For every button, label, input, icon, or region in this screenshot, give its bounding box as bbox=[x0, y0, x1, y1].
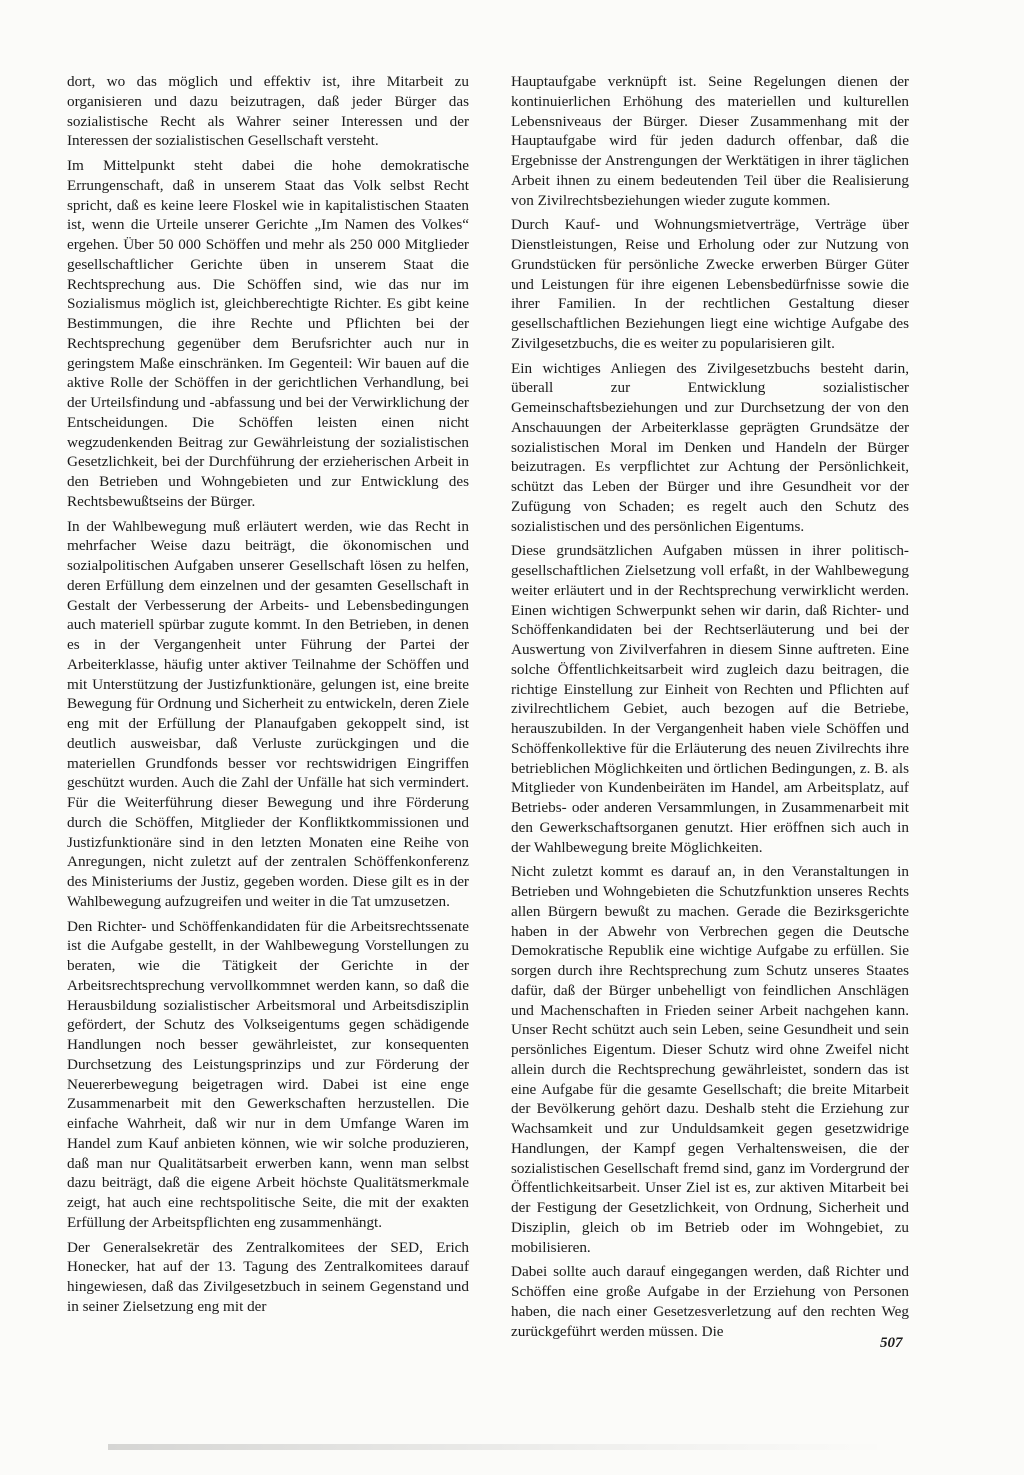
right-text-column bbox=[511, 72, 909, 1346]
paragraph: Der Generalsekretär des Zentralkomitees der SED, Erich Honecker, hat auf der 13. Tagung des Zentralkomitees darauf hingewiesen, daß das Zivilgesetzbuch in seinem Gegenstand und in seiner Zielsetzung eng mit der bbox=[67, 1238, 469, 1315]
left-text-column bbox=[67, 72, 469, 1322]
paragraph: In der Wahlbewegung muß erläutert werden, wie das Recht in mehrfacher Weise dazu beiträgt, die ökonomischen und sozialpolitischen Aufgaben unserer Gesellschaft lösen zu helfen, deren Erfüllung dem einzelnen und der gesamten Gesellschaft in Gestalt der Verbesserung der Arbeits- und Lebensbedingungen auch materiell spürbar zugute kommt. In den Betrieben, in denen es in der Vergangenheit unter Führung der Partei der Arbeiterklasse, häufig unter aktiver Teilnahme der Schöffen und mit Unterstützung der Justizfunktionäre, gelungen ist, eine breite Bewegung für Ordnung und Sicherheit zu entwickeln, deren Ziele eng mit der Erfüllung der Planaufgaben gekoppelt sind, ist deutlich ausweisbar, daß Verluste zurückgingen und die materiellen Grundfonds besser vor rechtswidrigen Eingriffen geschützt wurden. Auch die Zahl der Unfälle hat sich vermindert. Für die Weiterführung dieser Bewegung und ihre Förderung durch die Schöffen, Mitglieder der Konfliktkommissionen und Justizfunktionäre sind in den letzten Monaten eine Reihe von Anregungen, nicht zuletzt auf der zentralen Schöffenkonferenz des Ministeriums der Justiz, gegeben worden. Diese gilt es in der Wahlbewegung aufzugreifen und weiter in die Tat umzusetzen. bbox=[67, 517, 469, 910]
paragraph: Dabei sollte auch darauf eingegangen werden, daß Richter und Schöffen eine große Aufgabe in der Erziehung von Personen haben, die nach einer Gesetzesverletzung auf den rechten Weg zurückgeführt werden müssen. Die bbox=[511, 1263, 909, 1340]
paragraph: Im Mittelpunkt steht dabei die hohe demokratische Errungenschaft, daß in unserem Staat das Volk selbst Recht spricht, daß es keine leere Floskel wie in kapitalistischen Staaten ist, wenn die Urteile unserer Gerichte „Im Namen des Volkes“ ergehen. Über 50 000 Schöffen und mehr als 250 000 Mitglieder gesellschaftlicher Gerichte üben in unserem Staat die Rechtsprechung aus. Die Schöffen sind, wie das nur im Sozialismus möglich ist, gleichberechtigte Richter. Es gibt keine Bestimmungen, die ihre Rechte und Pflichten bei der Rechtsprechung gegenüber dem Berufsrichter auch nur in geringstem Maße einschränken. Im Gegenteil: Wir bauen auf die aktive Rolle der Schöffen in der gerichtlichen Verhandlung, bei der Urteilsfindung und -abfassung und bei der Verwirklichung der Entscheidungen. Die Schöffen leisten einen nicht wegzudenkenden Beitrag zur Gewährleistung der sozialistischen Gesetzlichkeit, bei der Durchführung der erzieherischen Arbeit in den Betrieben und Wohngebieten und zur Entwicklung des Rechtsbewußtseins der Bürger. bbox=[67, 157, 469, 510]
scan-edge-shadow bbox=[108, 1444, 888, 1450]
paragraph: Nicht zuletzt kommt es darauf an, in den Veranstaltungen in Betrieben und Wohngebieten die Schutzfunktion unseres Rechts allen Bürgern bewußt zu machen. Gerade die Bezirksgerichte haben in der Abwehr von Verbrechen gegen die Deutsche Demokratische Republik eine wichtige Aufgabe zu erfüllen. Sie sorgen durch ihre Rechtsprechung zum Schutz unseres Staates dafür, daß der Bürger unbehelligt von feindlichen Anschlägen und Machenschaften in Frieden seiner Arbeit nachgehen kann. Unser Recht schützt auch sein Leben, seine Gesundheit und sein persönliches Eigentum. Dieser Schutz wird ohne Zweifel nicht allein durch die Rechtsprechung gewährleistet, sondern das ist eine Aufgabe für die gesamte Gesellschaft; die breite Mitarbeit der Bevölkerung gehört dazu. Deshalb steht die Erziehung zur Wachsamkeit und zur Unduldsamkeit gegen gesetzwidrige Handlungen, der Kampf gegen Verhaltensweisen, die der sozialistischen Gesellschaft fremd sind, ganz im Vordergrund der Öffentlichkeitsarbeit. Unser Ziel ist es, zur aktiven Mitarbeit bei der Festigung der Gesetzlichkeit, von Ordnung, Sicherheit und Disziplin, gleich ob im Betrieb oder im Wohngebiet, zu mobilisieren. bbox=[511, 863, 909, 1256]
paragraph: Hauptaufgabe verknüpft ist. Seine Regelungen dienen der kontinuierlichen Erhöhung des materiellen und kulturellen Lebensniveaus der Bürger. Dieser Zusammenhang mit der Hauptaufgabe wird für jeden dadurch offenbar, daß die Ergebnisse der Anstrengungen der Werktätigen in ihrer täglichen Arbeit ihnen zu einem bedeutenden Teil über die Realisierung von Zivilrechtsbeziehungen wieder zugute kommen. bbox=[511, 73, 909, 209]
paragraph: dort, wo das möglich und effektiv ist, ihre Mitarbeit zu organisieren und dazu beizutragen, daß jeder Bürger das sozialistische Recht als Wahrer seiner Interessen und der Interessen der sozialistischen Gesellschaft versteht. bbox=[67, 73, 469, 150]
paragraph: Ein wichtiges Anliegen des Zivilgesetzbuchs besteht darin, überall zur Entwicklung sozialistischer Gemeinschaftsbeziehungen und zur Durchsetzung der von den Anschauungen der Arbeiterklasse geprägten Grundsätze der sozialistischen Moral im Denken und Handeln der Bürger beizutragen. Es verpflichtet zur Achtung der Persönlichkeit, schützt das Leben der Bürger und ihre Gesundheit vor der Zufügung von Schaden; es regelt auch den Schutz des sozialistischen und des persönlichen Eigentums. bbox=[511, 359, 909, 535]
page-number: 507 bbox=[880, 1335, 903, 1351]
paragraph: Den Richter- und Schöffenkandidaten für die Arbeitsrechtssenate ist die Aufgabe gestellt, in der Wahlbewegung Vorstellungen zu beraten, wie die Tätigkeit der Gerichte in der Arbeitsrechtsprechung vervollkommnet werden kann, so daß die Herausbildung sozialistischer Arbeitsmoral und Arbeitsdisziplin gefördert, der Schutz des Volkseigentums gegen schädigende Handlungen noch besser gewährleistet, zur konsequenten Durchsetzung des Leistungsprinzips und zur Förderung der Neuererbewegung beigetragen wird. Dabei ist eine enge Zusammenarbeit mit den Gewerkschaften herzustellen. Die einfache Wahrheit, daß wir nur in dem Umfange Waren im Handel zum Kauf anbieten können, wie wir solche produzieren, daß man nur Qualitätsarbeit erwerben kann, wenn man selbst dazu beiträgt, daß die eigene Arbeit höchste Qualitätsmerkmale zeigt, hat auch eine rechtspolitische Seite, die mit der exakten Erfüllung der Arbeitspflichten eng zusammenhängt. bbox=[67, 917, 469, 1231]
paragraph: Diese grundsätzlichen Aufgaben müssen in ihrer politisch-gesellschaftlichen Zielsetzung voll erfaßt, in der Wahlbewegung weiter erläutert und in der Rechtsprechung verwirklicht werden. Einen wichtigen Schwerpunkt sehen wir darin, daß Richter- und Schöffenkandidaten bei der Rechtserläuterung und bei der Auswertung von Zivilverfahren in diesem Sinne auftreten. Eine solche Öffentlichkeitsarbeit wird zugleich dazu beitragen, die richtige Einstellung zur Einheit von Rechten und Pflichten auf zivilrechtlichem Gebiet, auch bezogen auf die Betriebe, herauszubilden. In der Vergangenheit haben viele Schöffen und Schöffenkollektive für die Erläuterung des neuen Zivilrechts ihre betrieblichen Möglichkeiten und örtlichen Bedingungen, z. B. als Mitglieder von Kundenbeiräten im Handel, am Arbeitsplatz, auf Betriebs- oder anderen Versammlungen, in Zusammenarbeit mit den Gewerkschaftsorganen genutzt. Hier eröffnen sich auch in der Wahlbewegung breite Möglichkeiten. bbox=[511, 542, 909, 856]
paragraph: Durch Kauf- und Wohnungsmietverträge, Verträge über Dienstleistungen, Reise und Erholung oder zur Nutzung von Grundstücken für persönliche Zwecke erwerben Bürger Güter und Leistungen für ihre eigenen Lebensbedürfnisse sowie die ihrer Familien. In der rechtlichen Gestaltung dieser gesellschaftlichen Beziehungen liegt eine wichtige Aufgabe des Zivilgesetzbuchs, die es weiter zu popularisieren gilt. bbox=[511, 216, 909, 352]
